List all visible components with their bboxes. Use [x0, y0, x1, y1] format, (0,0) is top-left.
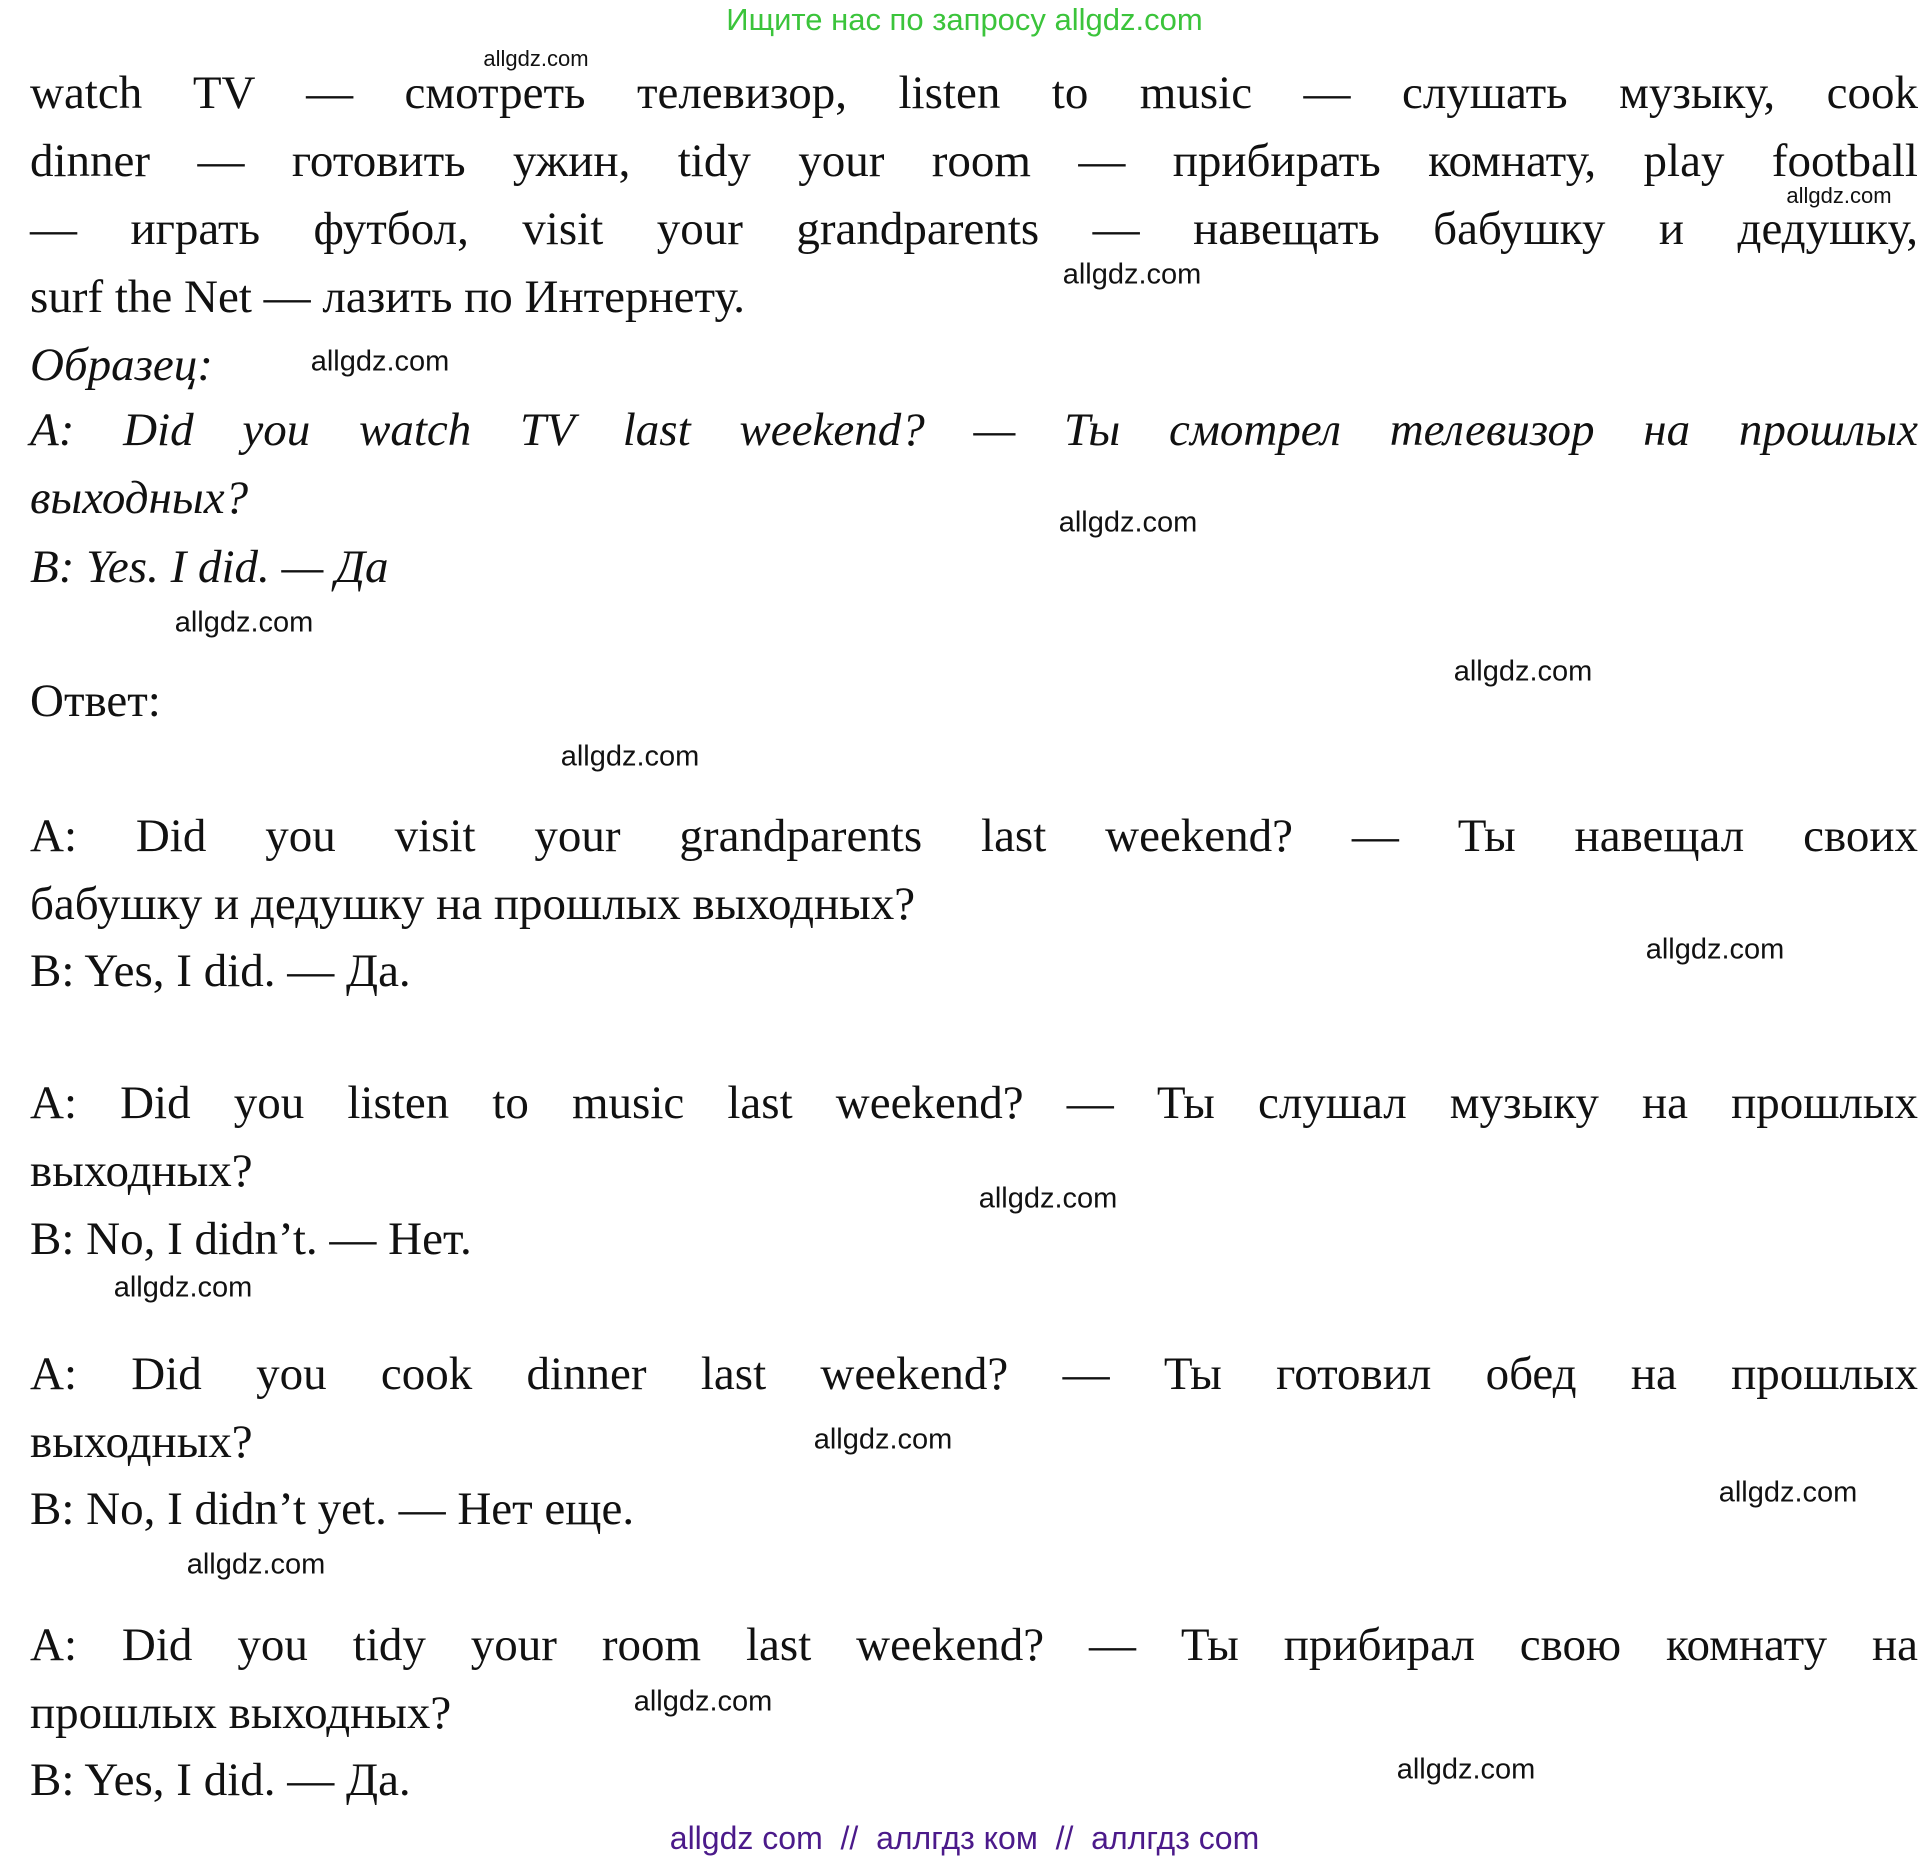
watermark: allgdz.com — [1786, 183, 1892, 208]
answer-line: B: Yes, I did. — Да. — [30, 945, 411, 997]
watermark: allgdz.com — [813, 1423, 953, 1456]
answer-line: B: No, I didn’t. — Нет. — [30, 1213, 472, 1265]
watermark: allgdz.com — [174, 606, 314, 639]
watermark: allgdz.com — [633, 1685, 773, 1718]
answer-line: выходных? — [30, 1145, 253, 1197]
search-banner: Ищите нас по запросу allgdz.com — [726, 2, 1203, 37]
watermark: allgdz.com — [1718, 1476, 1858, 1509]
footer-links: allgdz com // аллгдз ком // аллгдз com — [669, 1820, 1260, 1856]
answer-line: A: Did you cook dinner last weekend? — Ты готовил обед на прошлых — [30, 1348, 1918, 1400]
watermark: allgdz.com — [1453, 655, 1593, 688]
watermark: allgdz.com — [560, 740, 700, 773]
answer-line: B: Yes, I did. — Да. — [30, 1754, 411, 1806]
answer-line: A: Did you listen to music last weekend? — Ты слушал музыку на прошлых — [30, 1077, 1918, 1129]
intro-line: dinner — готовить ужин, tidy your room — прибирать комнату, play football — [30, 135, 1918, 187]
answer-line: прошлых выходных? — [30, 1687, 452, 1739]
watermark: allgdz.com — [1645, 933, 1785, 966]
intro-line: watch TV — смотреть телевизор, listen to music — слушать музыку, cook — [30, 67, 1918, 119]
intro-line: — играть футбол, visit your grandparents — навещать бабушку и дедушку, — [30, 203, 1918, 255]
watermark: allgdz.com — [186, 1548, 326, 1581]
answer-label: Ответ: — [30, 675, 161, 727]
intro-line: surf the Net — лазить по Интернету. — [30, 271, 746, 323]
sample-label: Образец: — [30, 339, 213, 391]
watermark: allgdz.com — [483, 46, 589, 71]
watermark: allgdz.com — [310, 345, 450, 378]
answer-line: A: Did you tidy your room last weekend? — Ты прибирал свою комнату на — [30, 1619, 1918, 1671]
watermark: allgdz.com — [1396, 1753, 1536, 1786]
sample-line: выходных? — [30, 472, 249, 524]
watermark: allgdz.com — [978, 1182, 1118, 1215]
watermark: allgdz.com — [1062, 258, 1202, 291]
watermark: allgdz.com — [113, 1271, 253, 1304]
sample-line: B: Yes. I did. — Да — [30, 541, 389, 593]
answer-line: бабушку и дедушку на прошлых выходных? — [30, 878, 916, 930]
answer-line: выходных? — [30, 1416, 253, 1468]
answer-line: A: Did you visit your grandparents last weekend? — Ты навещал своих — [30, 810, 1918, 862]
watermark: allgdz.com — [1058, 506, 1198, 539]
sample-line: A: Did you watch TV last weekend? — Ты смотрел телевизор на прошлых — [30, 404, 1918, 456]
answer-line: B: No, I didn’t yet. — Нет еще. — [30, 1483, 635, 1535]
